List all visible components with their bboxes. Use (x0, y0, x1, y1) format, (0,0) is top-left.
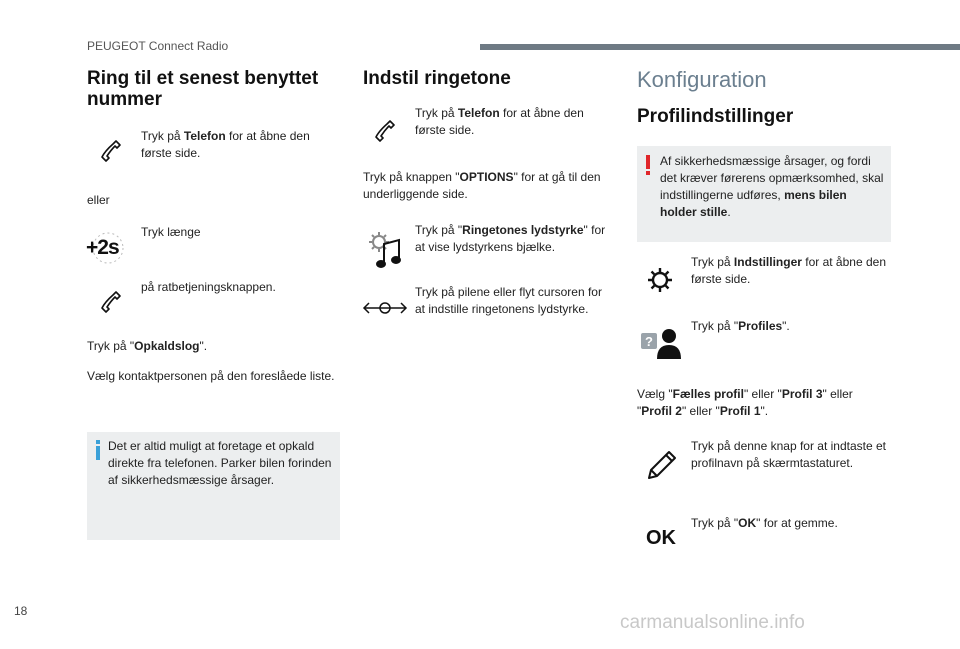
col1-step4: Tryk på "Opkaldslog". (87, 339, 208, 353)
header-bar (480, 44, 960, 50)
steering-button-icon (86, 231, 128, 267)
info-note-text: Det er altid muligt at foretage et opkald direkte fra telefonen. Parker bilen forinden af sikkerhedsmæssige årsager. (108, 439, 332, 487)
col3-step3: Vælg "Fælles profil" eller "Profil 3" eller "Profil 2" eller "Profil 1". (637, 387, 853, 418)
warning-note (637, 146, 891, 242)
svg-text:?: ? (645, 334, 653, 349)
col2-step4: Tryk på pilene eller flyt cursoren for at indstille ringetonens lydstyrke. (415, 285, 602, 316)
pencil-icon (645, 448, 679, 482)
warning-note-text: Af sikkerhedsmæssige årsager, og fordi det kræver førerens opmærksomhed, skal indstillingerne udføres, mens bilen holder stille. (660, 154, 884, 219)
slider-arrows-icon (362, 297, 408, 319)
phone-icon (372, 117, 398, 143)
col2-step2: Tryk på knappen "OPTIONS" for at gå til den underliggende side. (363, 170, 601, 201)
heading-ringtone: Indstil ringetone (363, 68, 511, 89)
heading-profile-settings: Profilindstillinger (637, 106, 794, 127)
col1-step3: på ratbetjeningsknappen. (141, 280, 276, 294)
col2-step1: Tryk på Telefon for at åbne den første side. (415, 106, 584, 137)
ok-button-icon: OK (646, 527, 676, 549)
settings-music-icon (366, 230, 406, 270)
running-header: PEUGEOT Connect Radio (87, 39, 229, 53)
watermark: carmanualsonline.info (620, 612, 805, 633)
col2-step3: Tryk på "Ringetones lydstyrke" for at vise lydstyrkens bjælke. (415, 223, 606, 254)
profile-icon (640, 325, 684, 359)
settings-gear-icon (645, 265, 675, 295)
col3-step1: Tryk på Indstillinger for at åbne den første side. (691, 255, 886, 286)
col3-step4: Tryk på denne knap for at indtaste et profilnavn på skærmtastaturet. (691, 439, 887, 470)
heading-recent-number: Ring til et senest benyttet nummer (87, 68, 319, 110)
heading-configuration: Konfiguration (637, 67, 767, 92)
page-number: 18 (14, 604, 28, 618)
info-icon (95, 440, 101, 460)
phone-icon (98, 137, 124, 163)
button-label: +2s (86, 236, 119, 259)
info-note (87, 432, 340, 540)
warning-icon (646, 155, 650, 175)
col1-step1: Tryk på Telefon for at åbne den første side. (141, 129, 310, 160)
col3-step5: Tryk på "OK" for at gemme. (691, 516, 838, 530)
col1-step2: Tryk længe (141, 225, 201, 239)
col1-step5: Vælg kontaktpersonen på den foreslåede liste. (87, 369, 335, 383)
phone-icon (98, 288, 124, 314)
col1-or: eller (87, 193, 110, 207)
col3-step2: Tryk på "Profiles". (691, 319, 790, 333)
